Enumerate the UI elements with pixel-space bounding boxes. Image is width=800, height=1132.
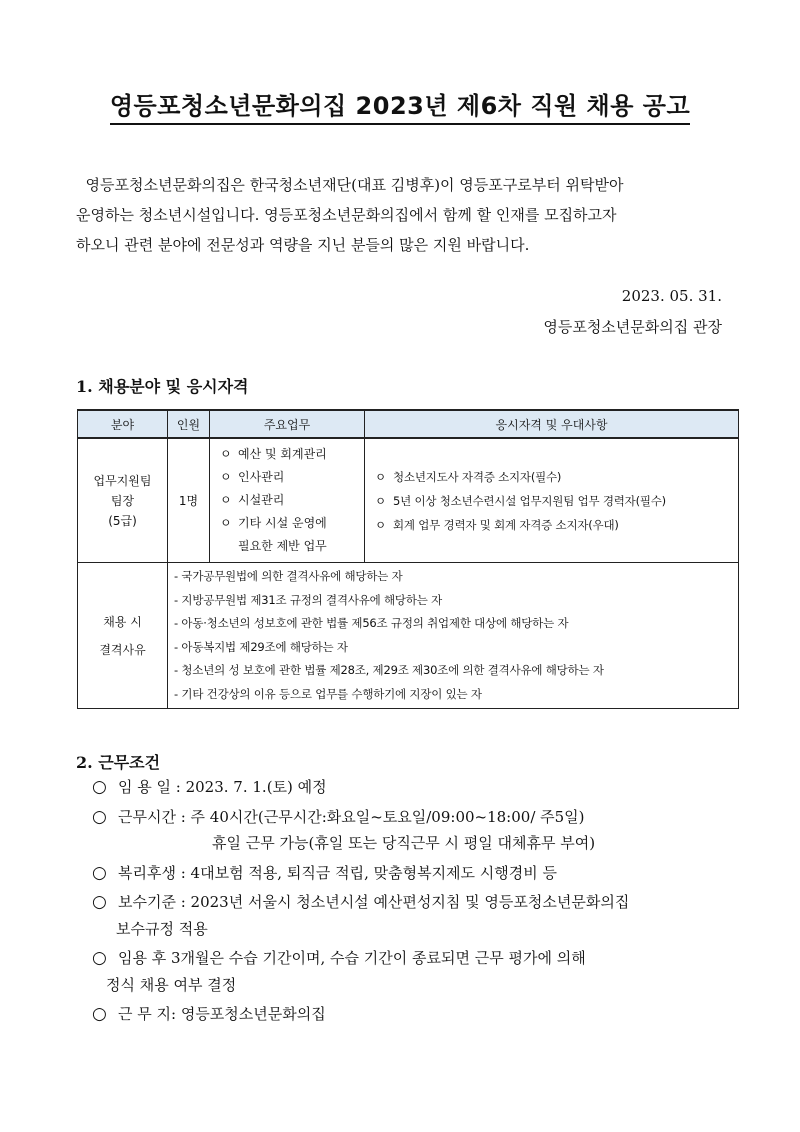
disq-label-line: 채용 시 — [103, 614, 142, 629]
announcement-date: 2023. 05. 31. — [621, 287, 722, 305]
field-cell — [78, 438, 168, 563]
header-qualifications: 응시자격 및 우대사항 — [365, 410, 739, 438]
disqualification-cell — [168, 563, 739, 709]
list-item: - 국가공무원법에 의한 결격사유에 해당하는 자 — [174, 569, 403, 583]
bullet-icon: ㅇ — [220, 447, 232, 461]
table-header-row — [78, 410, 739, 438]
disqualification-list — [168, 563, 738, 708]
table-row — [78, 563, 739, 709]
list-item — [375, 465, 734, 489]
condition-text: 근무시간 : 주 40시간(근무시간:화요일~토요일/09:00~18:00/ 주5일) — [118, 807, 585, 826]
duties-cell — [210, 438, 365, 563]
field-line: 팀장 — [110, 493, 135, 508]
list-item — [92, 804, 732, 857]
duties-list — [210, 439, 364, 562]
bullet-icon: ㅇ — [220, 470, 232, 484]
intro-line: 운영하는 청소년시설입니다. 영등포청소년문화의집에서 함께 할 인재를 모집하고자 — [76, 206, 617, 224]
condition-text: 임용 후 3개월은 수습 기간이며, 수습 기간이 종료되면 근무 평가에 의해 — [118, 949, 586, 967]
circle-bullet-icon: ○ — [92, 862, 107, 883]
qualification-text: 회계 업무 경력자 및 회계 자격증 소지자(우대) — [393, 517, 619, 532]
condition-text: 임 용 일 : 2023. 7. 1.(토) 예정 — [118, 778, 327, 796]
circle-bullet-icon: ○ — [92, 806, 107, 827]
bullet-icon: ㅇ — [220, 516, 232, 530]
list-item — [220, 489, 360, 512]
list-item — [220, 512, 360, 535]
header-duties: 주요업무 — [210, 410, 365, 438]
header-field: 분야 — [78, 410, 168, 438]
header-count: 인원 — [168, 410, 210, 438]
qualifications-cell — [365, 438, 739, 563]
bullet-icon: ㅇ — [375, 469, 386, 484]
condition-continuation: 정식 채용 여부 결정 — [106, 975, 237, 994]
condition-text: 근 무 지: 영등포청소년문화의집 — [118, 1005, 326, 1023]
condition-text: 보수기준 : 2023년 서울시 청소년시설 예산편성지침 및 영등포청소년문화의집 — [118, 893, 630, 911]
list-item — [92, 945, 732, 998]
list-item: 필요한 제반 업무 — [238, 539, 327, 553]
circle-bullet-icon: ○ — [92, 948, 107, 968]
list-item: - 기타 건강상의 이유 등으로 업무를 수행하기에 지장이 있는 자 — [174, 686, 482, 701]
section1-heading: 1. 채용분야 및 응시자격 — [76, 377, 249, 396]
duty-text: 예산 및 회계관리 — [238, 447, 327, 461]
intro-paragraph — [76, 170, 726, 260]
disqualification-label-cell — [78, 563, 168, 709]
field-line: (5급) — [108, 513, 137, 528]
list-item — [375, 489, 734, 513]
list-item: - 청소년의 성 보호에 관한 법률 제28조, 제29조 제30조에 의한 결격사유에 해당하는 자 — [174, 663, 604, 677]
list-item: - 지방공무원법 제31조 규정의 결격사유에 해당하는 자 — [174, 592, 443, 607]
bullet-icon: ㅇ — [375, 517, 386, 532]
list-item — [375, 513, 734, 537]
duty-text: 시설관리 — [238, 493, 285, 507]
duty-text: 인사관리 — [238, 470, 285, 484]
disq-label-line: 결격사유 — [99, 642, 146, 657]
condition-text: 복리후생 : 4대보험 적용, 퇴직금 적립, 맞춤형복지제도 시행경비 등 — [118, 863, 558, 882]
circle-bullet-icon: ○ — [92, 1004, 107, 1024]
list-item — [92, 860, 732, 887]
list-item: - 아동·청소년의 성보호에 관한 법률 제56조 규정의 취업제한 대상에 해당하는 자 — [174, 616, 569, 630]
qualifications-list — [365, 461, 738, 541]
signer: 영등포청소년문화의집 관장 — [543, 318, 722, 336]
section2-heading: 2. 근무조건 — [76, 753, 161, 772]
count-cell: 1명 — [168, 438, 210, 563]
list-item — [92, 774, 732, 801]
intro-line: 영등포청소년문화의집은 한국청소년재단(대표 김병후)이 영등포구로부터 위탁받아 — [76, 176, 624, 194]
duty-text: 기타 시설 운영에 — [238, 516, 327, 530]
recruitment-table — [77, 409, 739, 709]
list-item — [220, 443, 360, 466]
circle-bullet-icon: ○ — [92, 777, 107, 797]
qualification-text: 청소년지도사 자격증 소지자(필수) — [393, 469, 562, 484]
field-line: 업무지원팀 — [93, 473, 152, 488]
intro-line: 하오니 관련 분야에 전문성과 역량을 지닌 분들의 많은 지원 바랍니다. — [76, 236, 530, 254]
list-item: - 아동복지법 제29조에 해당하는 자 — [174, 639, 348, 654]
bullet-icon: ㅇ — [220, 493, 232, 507]
bullet-icon: ㅇ — [375, 493, 386, 508]
page-title — [0, 86, 800, 121]
circle-bullet-icon: ○ — [92, 892, 107, 912]
list-item — [92, 889, 732, 942]
table-row — [78, 438, 739, 563]
condition-continuation: 휴일 근무 가능(휴일 또는 당직근무 시 평일 대체휴무 부여) — [212, 834, 596, 852]
condition-continuation: 보수규정 적용 — [116, 919, 208, 938]
list-item — [92, 1001, 732, 1028]
qualification-text: 5년 이상 청소년수련시설 업무지원팀 업무 경력자(필수) — [393, 493, 666, 508]
work-conditions — [92, 774, 732, 1031]
page-title-text: 영등포청소년문화의집 2023년 제6차 직원 채용 공고 — [110, 92, 690, 125]
list-item — [220, 466, 360, 489]
